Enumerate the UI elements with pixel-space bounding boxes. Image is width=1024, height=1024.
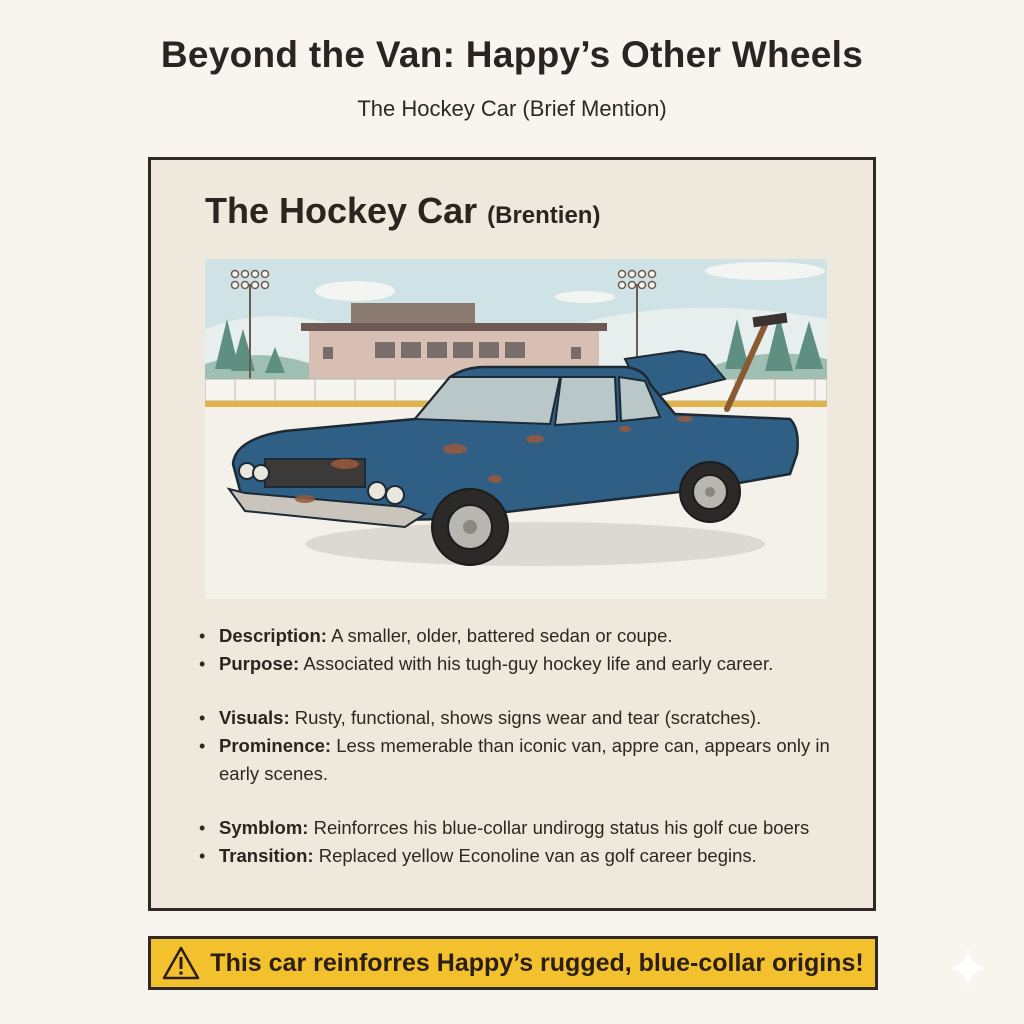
card-title-main: The Hockey Car: [205, 190, 478, 231]
list-item-purpose: [199, 650, 839, 678]
card-title: [205, 190, 600, 232]
list-item-prominence: [199, 732, 839, 788]
bullet-text: Replaced yellow Econoline van as golf career begins.: [318, 845, 757, 866]
bullet-text: Less memerable than iconic van, appre can, appears only in early scenes.: [219, 735, 830, 784]
list-item-transition: [199, 842, 839, 870]
list-item-description: [199, 622, 839, 650]
card-title-paren: (Brentien): [487, 202, 601, 229]
page-subtitle: The Hockey Car (Brief Mention): [357, 96, 667, 121]
bullet-text: Rusty, functional, shows signs wear and tear (scratches).: [294, 707, 762, 728]
page-title: Beyond the Van: Happy’s Other Wheels: [160, 34, 864, 75]
bullet-text: Associated with his tugh-guy hockey life and early career.: [303, 653, 774, 674]
bullet-text: A smaller, older, battered sedan or coupe.: [331, 625, 673, 646]
bullet-label: Visuals:: [219, 707, 290, 728]
list-item-visuals: [199, 704, 839, 732]
car-rink-image: [205, 259, 827, 599]
list-item-symbol: [199, 814, 839, 842]
bullet-label: Purpose:: [219, 653, 300, 674]
callout-banner: [148, 936, 878, 990]
bullet-text: Reinforrces his blue-collar undirogg status his golf cue boers: [313, 817, 810, 838]
bullet-label: Description:: [219, 625, 327, 646]
warning-triangle-icon: [162, 946, 200, 980]
banner-text: This car reinforres Happy’s rugged, blue-collar origins!: [210, 948, 864, 977]
bullet-label: Symblom:: [219, 817, 309, 838]
hockey-car-card: [148, 157, 876, 911]
bullet-label: Prominence:: [219, 735, 332, 756]
hockey-car-illustration: [205, 259, 827, 599]
car-facts-list: [199, 622, 839, 870]
bullet-label: Transition:: [219, 845, 314, 866]
sparkle-icon: [946, 946, 990, 990]
